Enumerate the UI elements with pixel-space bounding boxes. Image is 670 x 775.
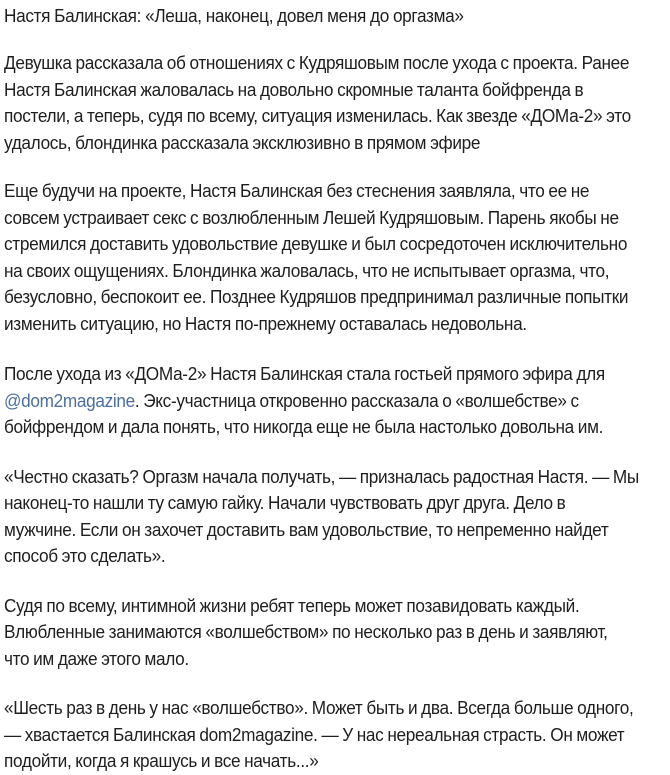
text-line: Настя Балинская жаловалась на довольно скромные таланта бойфренда в bbox=[4, 78, 584, 100]
paragraph-summary bbox=[4, 593, 668, 673]
text-line: Девушка рассказала об отношениях с Кудряшовым после ухода с проекта. Ранее bbox=[4, 52, 630, 73]
text-line: наконец-то нашли ту самую гайку. Начали чувствовать друг друга. Дело в bbox=[4, 492, 566, 513]
text-line: что им даже этого мало. bbox=[4, 647, 189, 669]
text-line: удалось, блондинка рассказала эксклюзивно в прямом эфире bbox=[4, 131, 481, 153]
text-line: стремился доставить удовольствие девушке и был сосредоточен исключительно bbox=[4, 233, 628, 254]
dom2magazine-link[interactable]: @dom2magazine bbox=[4, 389, 135, 411]
paragraph-background bbox=[4, 178, 668, 337]
text-line: После ухода из «ДОМа-2» Настя Балинская стала гостьей прямого эфира для bbox=[4, 363, 605, 384]
text-line: на своих ощущениях. Блондинка жаловалась, что не испытывает оргазма, что, bbox=[4, 259, 610, 281]
article-title: Настя Балинская: «Леша, наконец, довел меня до оргазма» bbox=[4, 5, 464, 26]
paragraph-live-stream bbox=[4, 361, 668, 441]
text-line bbox=[4, 388, 622, 415]
paragraph-quote-2 bbox=[4, 695, 668, 775]
text-line: бойфрендом и дала понять, что никогда еще не была настолько довольна им. bbox=[4, 416, 604, 437]
text-line: — хвастается Балинская dom2magazine. — У нас нереальная страсть. Он может bbox=[4, 723, 625, 745]
text-line: безусловно, беспокоит ее. Позднее Кудряшов предпринимал различные попытки bbox=[4, 286, 629, 307]
text-fragment: . Экс-участница откровенно рассказала о «волшебстве» с bbox=[134, 389, 579, 411]
paragraph-intro bbox=[4, 50, 668, 156]
text-line: постели, а теперь, судя по всему, ситуация изменилась. Как звезде «ДОМа-2» это bbox=[4, 105, 631, 126]
text-line: Влюбленные занимаются «волшебством» по несколько раз в день и заявляют, bbox=[4, 621, 608, 642]
article bbox=[0, 3, 668, 775]
text-line: мужчине. Если он захочет доставить вам удовольствие, то непременно найдет bbox=[4, 518, 609, 540]
paragraph-quote-1 bbox=[4, 464, 668, 570]
text-line: подойти, когда я крашусь и все начать...» bbox=[4, 750, 319, 771]
text-line: способ это сделать». bbox=[4, 545, 166, 566]
text-line: «Честно сказать? Оргазм начала получать, — призналась радостная Настя. — Мы bbox=[4, 465, 639, 487]
text-line: Судя по всему, интимной жизни ребят теперь может позавидовать каждый. bbox=[4, 594, 580, 616]
text-line: совсем устраивает секс с возлюбленным Лешей Кудряшовым. Парень якобы не bbox=[4, 206, 619, 228]
text-line: изменить ситуацию, но Настя по-прежнему оставалась недовольна. bbox=[4, 312, 527, 334]
text-line: Еще будучи на проекте, Настя Балинская без стеснения заявляла, что ее не bbox=[4, 180, 590, 201]
text-line: «Шесть раз в день у нас «волшебство». Может быть и два. Всегда больше одного, bbox=[4, 697, 634, 718]
